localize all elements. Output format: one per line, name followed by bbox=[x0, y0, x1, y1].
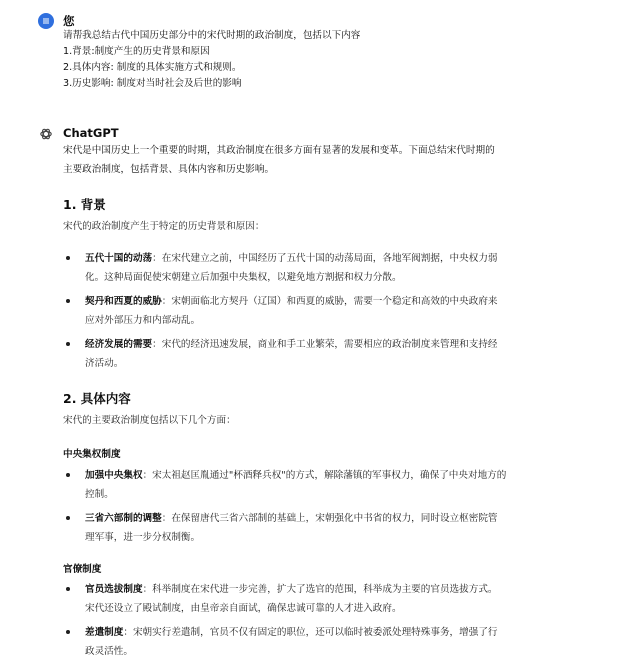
list-item bbox=[63, 292, 603, 330]
list-item bbox=[63, 466, 603, 504]
user-line: 请帮我总结古代中国历史部分中的宋代时期的政治制度，包括以下内容 bbox=[63, 30, 361, 41]
bullet-term: 经济发展的需要 bbox=[85, 339, 153, 350]
intro-paragraph bbox=[63, 141, 495, 179]
bullet-text: 应对外部压力和内部动乱。 bbox=[85, 315, 201, 326]
bullet-text: 控制。 bbox=[85, 489, 114, 500]
bullet-text: 理军事，进一步分权制衡。 bbox=[85, 532, 201, 543]
list-item bbox=[63, 509, 603, 547]
user-message bbox=[63, 28, 360, 92]
bullet-term: 差遣制度 bbox=[85, 627, 124, 638]
section-heading-content: 2. 具体内容 bbox=[63, 391, 131, 406]
user-line: 2.具体内容: 制度的具体实施方式和规则。 bbox=[63, 62, 242, 73]
bullet-text: ：宋朝实行差遣制，官员不仅有固定的职位，还可以临时被委派处理特殊事务，增强了行 bbox=[123, 627, 498, 638]
bullet-text: ：宋代的经济迅速发展，商业和手工业繁荣，需要相应的政治制度来管理和支持经 bbox=[152, 339, 498, 350]
user-line: 3.历史影响: 制度对当时社会及后世的影响 bbox=[63, 78, 242, 89]
bullet-text: 宋代还设立了殿试制度，由皇帝亲自面试，确保忠诚可靠的人才进入政府。 bbox=[85, 603, 402, 614]
section-lead: 宋代的政治制度产生于特定的历史背景和原因： bbox=[63, 221, 265, 232]
bullet-term: 五代十国的动荡 bbox=[85, 253, 153, 264]
bullet-text: ：科举制度在宋代进一步完善，扩大了选官的范围，科举成为主要的官员选拔方式。 bbox=[142, 584, 498, 595]
intro-line: 主要政治制度，包括背景、具体内容和历史影响。 bbox=[63, 164, 275, 175]
bullet-dot bbox=[66, 256, 70, 260]
bullet-text: ：宋朝面临北方契丹（辽国）和西夏的威胁，需要一个稳定和高效的中央政府来 bbox=[161, 296, 498, 307]
bullet-dot bbox=[66, 473, 70, 477]
bullet-dot bbox=[66, 342, 70, 346]
section-lead: 宋代的主要政治制度包括以下几个方面： bbox=[63, 415, 236, 426]
bullet-dot bbox=[66, 587, 70, 591]
bullet-text: 政灵活性。 bbox=[85, 646, 133, 657]
user-icon bbox=[42, 17, 50, 25]
list-item bbox=[63, 335, 603, 373]
list-item bbox=[63, 623, 603, 660]
bullet-term: 官员选拔制度 bbox=[85, 584, 143, 595]
intro-line: 宋代是中国历史上一个重要的时期，其政治制度在很多方面有显著的发展和变革。下面总结宋代时期的 bbox=[63, 145, 495, 156]
bullet-text: ：在保留唐代三省六部制的基础上，宋朝强化中书省的权力，同时设立枢密院管 bbox=[161, 513, 498, 524]
openai-logo-icon bbox=[39, 127, 53, 141]
bullet-text: ：在宋代建立之前，中国经历了五代十国的动荡局面，各地军阀割据，中央权力弱 bbox=[152, 253, 498, 264]
user-name: 您 bbox=[63, 14, 75, 28]
list-item bbox=[63, 580, 603, 618]
bullet-dot bbox=[66, 299, 70, 303]
user-line: 1.背景:制度产生的历史背景和原因 bbox=[63, 46, 210, 57]
bullet-text: 化。这种局面促使宋朝建立后加强中央集权，以避免地方割据和权力分散。 bbox=[85, 272, 402, 283]
subheading-central: 中央集权制度 bbox=[63, 449, 121, 460]
bullet-dot bbox=[66, 516, 70, 520]
bullet-text: ：宋太祖赵匡胤通过"杯酒释兵权"的方式，解除藩镇的军事权力，确保了中央对地方的 bbox=[142, 470, 507, 481]
bullet-text: 济活动。 bbox=[85, 358, 124, 369]
bullet-term: 三省六部制的调整 bbox=[85, 513, 162, 524]
subheading-bureaucracy: 官僚制度 bbox=[63, 564, 102, 575]
bullet-term: 契丹和西夏的威胁 bbox=[85, 296, 162, 307]
assistant-name: ChatGPT bbox=[63, 126, 119, 140]
user-avatar bbox=[38, 13, 54, 29]
section-heading-background: 1. 背景 bbox=[63, 197, 106, 212]
bullet-term: 加强中央集权 bbox=[85, 470, 143, 481]
chatgpt-avatar bbox=[38, 126, 54, 142]
bullet-dot bbox=[66, 630, 70, 634]
list-item bbox=[63, 249, 603, 287]
